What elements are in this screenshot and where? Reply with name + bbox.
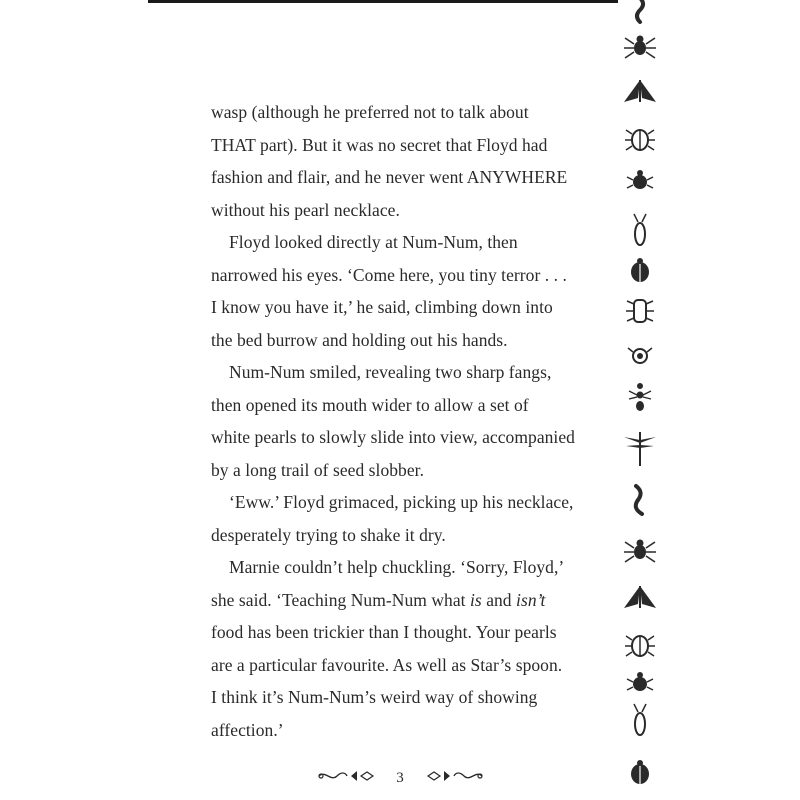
beetle-icon	[620, 290, 660, 330]
text-line: the bed burrow and holding out his hands.	[211, 329, 508, 350]
text-line: food has been trickier than I thought. Your pearls	[211, 622, 557, 642]
text-line: THAT part). But it was no secret that Floyd had	[211, 134, 548, 155]
text-line: ‘Eww.’ Floyd grimaced, picking up his necklace,	[229, 492, 574, 512]
text-line: Num-Num smiled, revealing two sharp fangs,	[229, 362, 552, 382]
spider-icon	[620, 26, 660, 66]
bug-icon	[620, 210, 660, 250]
text-line: wasp (although he preferred not to talk about	[211, 102, 529, 122]
text-line: affection.’	[211, 719, 284, 740]
text-line: by a long trail of seed slobber.	[211, 459, 425, 480]
text-line: are a particular favourite. As well as Star’s spoon.	[211, 654, 563, 675]
beetle-icon	[620, 118, 660, 158]
text-line: desperately trying to shake it dry.	[211, 524, 446, 545]
beetle-icon	[620, 624, 660, 664]
ladybird-icon	[620, 752, 660, 792]
text-line: narrowed his eyes. ‘Come here, you tiny terror . . .	[211, 264, 567, 285]
text-line: Floyd looked directly at Num-Num, then	[229, 232, 518, 252]
italic-word: isn’t	[516, 589, 546, 610]
left-flourish-icon	[317, 768, 377, 789]
dragonfly-icon	[620, 428, 660, 468]
ladybird-icon	[620, 160, 660, 200]
text-line: I think it’s Num-Num’s weird way of showing	[211, 687, 538, 707]
ladybird-icon	[620, 334, 660, 374]
italic-word: is	[469, 589, 482, 610]
text-segment: and	[481, 589, 517, 610]
text-line: white pearls to slowly slide into view, accompanied	[211, 427, 575, 447]
moth-icon	[620, 578, 660, 618]
ladybird-icon	[620, 250, 660, 290]
ladybird-icon	[620, 662, 660, 702]
text-line: I know you have it,’ he said, climbing down into	[211, 297, 553, 317]
insect-border	[620, 0, 660, 800]
text-line: Marnie couldn’t help chuckling. ‘Sorry, Floyd,’	[229, 557, 565, 577]
spider-icon	[620, 530, 660, 570]
text-line	[211, 584, 616, 617]
page-body	[211, 96, 616, 746]
text-segment: she said. ‘Teaching Num-Num what	[211, 589, 470, 610]
text-line: fashion and flair, and he never went ANYWHERE	[211, 167, 568, 187]
right-flourish-icon	[424, 768, 484, 789]
page-footer	[0, 768, 800, 789]
moth-icon	[620, 72, 660, 112]
top-rule	[148, 0, 618, 3]
text-line: then opened its mouth wider to allow a set of	[211, 394, 529, 415]
text-line: without his pearl necklace.	[211, 199, 400, 220]
page-number: 3	[396, 770, 404, 786]
bug-icon	[620, 700, 660, 740]
caterpillar-icon	[620, 480, 660, 520]
ant-icon	[620, 376, 660, 416]
